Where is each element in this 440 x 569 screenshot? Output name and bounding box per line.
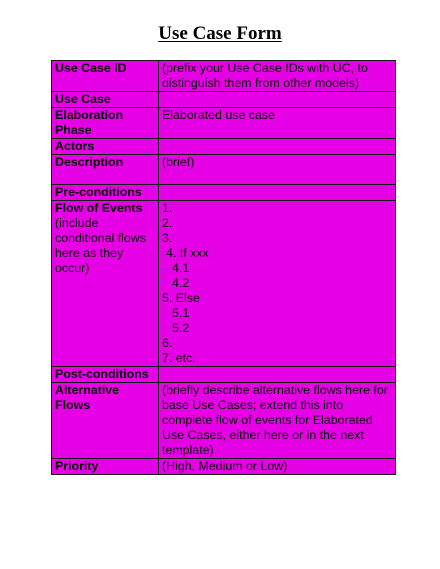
flow-substep: 4.2 (172, 276, 190, 290)
value-actors (159, 139, 396, 155)
flow-label-note: (include conditional flows here as they occur) (55, 216, 146, 275)
row-postconditions (52, 367, 396, 383)
label-priority: Priority (52, 459, 159, 475)
label-use-case: Use Case (52, 92, 159, 108)
value-preconditions (159, 185, 396, 201)
label-use-case-id: Use Case ID (52, 61, 159, 92)
form-title-text: Use Case Form (158, 23, 282, 44)
row-description (52, 155, 396, 185)
label-postconditions: Post-conditions (52, 367, 159, 383)
flow-step: 4. If xxx (166, 246, 209, 260)
row-priority (52, 459, 396, 475)
flow-step: 2. (162, 216, 173, 230)
flow-step: 1. (162, 201, 173, 215)
flow-substep: 4.1 (172, 261, 190, 275)
flow-step: 5. Else (162, 291, 200, 305)
flow-step: 6. (162, 336, 173, 350)
label-description: Description (52, 155, 159, 185)
label-alternative-flows: Alternative Flows (52, 383, 159, 459)
flow-substep: 5.1 (172, 306, 190, 320)
value-postconditions (159, 367, 396, 383)
value-use-case-id: (prefix your Use Case IDs with UC, to distinguish them from other models) (159, 61, 396, 92)
row-use-case (52, 92, 396, 108)
value-description: (brief) (159, 155, 396, 185)
label-preconditions: Pre-conditions (52, 185, 159, 201)
value-alternative-flows: (briefly describe alternative flows here for base Use Cases; extend this into complete flow of events for Elaborated Use Cases, either here or in the next template) (159, 383, 396, 459)
value-use-case (159, 92, 396, 108)
row-alternative-flows (52, 383, 396, 459)
row-actors (52, 139, 396, 155)
label-flow-of-events (52, 201, 159, 367)
row-elaboration-phase (52, 108, 396, 139)
label-elaboration-phase: Elaboration Phase (52, 108, 159, 139)
value-elaboration-phase: Elaborated use case (159, 108, 396, 139)
row-preconditions (52, 185, 396, 201)
flow-label-text: Flow of Events (55, 201, 143, 215)
form-title (0, 22, 440, 46)
value-priority: (High, Medium or Low) (159, 459, 396, 475)
row-flow-of-events (52, 201, 396, 367)
row-use-case-id (52, 61, 396, 92)
flow-step: 3. (162, 231, 173, 245)
label-actors: Actors (52, 139, 159, 155)
use-case-table (51, 60, 396, 475)
value-flow-of-events (159, 201, 396, 367)
flow-step: 7. etc. (162, 351, 196, 365)
flow-substep: 5.2 (172, 321, 190, 335)
